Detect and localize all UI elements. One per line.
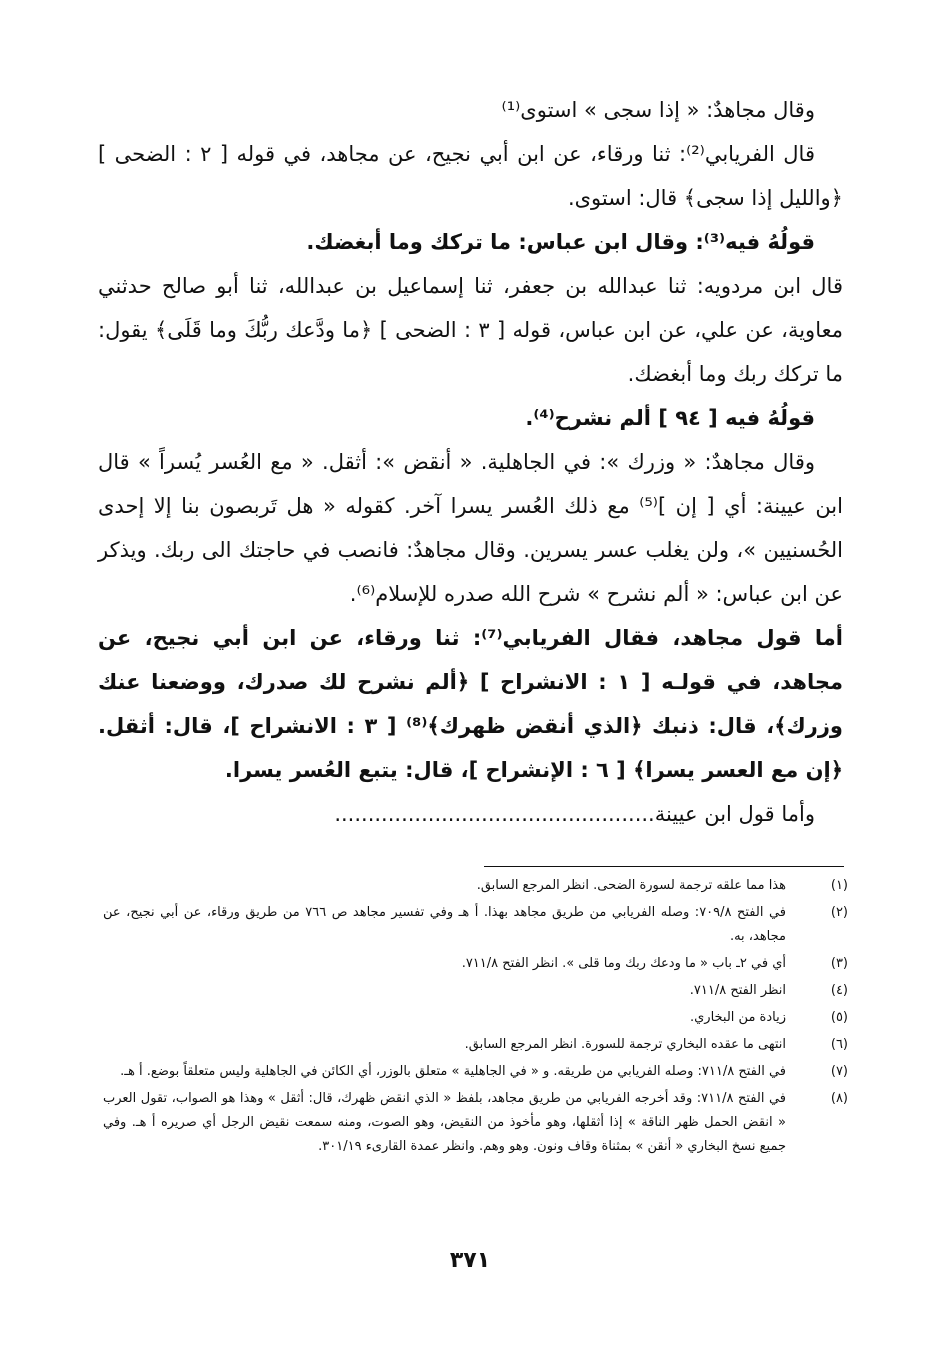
paragraph-firyabi-1: قال الفريابي⁽²⁾: ثنا ورقاء، عن ابن أبي نجيح، عن مجاهد، في قوله [ ٢ : الضحى ] ﴿والليل إذا سجى﴾ قال: استوى. — [98, 142, 843, 210]
paragraph-firyabi-2: أما قول مجاهد، فقال الفريابي⁽⁷⁾: ثنا ورقاء، عن ابن أبي نجيح، عن مجاهد، في قولـه [ ١ : الانشراح ] ﴿ألم نشرح لك صدرك، ووضعنا عنك وزرك﴾، قال: ذنبك ﴿الذي أنقض ظهرك﴾⁽⁸⁾ [ ٣ : الانشراح ]، قال: أثقل. ﴿إن مع العسر يسرا﴾ [ ٦ : الإنشراح ]، قال: يتبع العُسر يسرا. — [98, 626, 844, 782]
main-text — [98, 88, 843, 836]
footnote-text: في الفتح ٧١١/٨: وصله الفريابي من طريقه. و « في الجاهلية » متعلق بالوزر، أي الكائن في الجاهلية وليس متعلقاً بوضع. أ هـ. — [120, 1064, 786, 1079]
paragraph-ibn-uyaynah — [98, 792, 843, 836]
footnote-text: هذا مما علقه ترجمة لسورة الضحى. انظر المرجع السابق. — [476, 878, 786, 893]
footnote-item — [103, 874, 848, 898]
footnotes — [103, 874, 848, 1162]
footnote-number: (٥) — [830, 1010, 848, 1025]
footnote-text: انظر الفتح ٧١١/٨. — [689, 983, 786, 998]
footnote-separator — [484, 866, 844, 867]
footnote-item — [103, 1087, 848, 1159]
footnote-item — [103, 1033, 848, 1057]
paragraph-mujahid-wizr: وقال مجاهدٌ: « وزرك »: في الجاهلية. « أنقض »: أثقل. « مع العُسر يُسراً » قال ابن عيينة: أي [ إن ]⁽⁵⁾ مع ذلك العُسر يسرا آخر. كقوله « هل تَربصون بنا إلا إحدى الحُسنيين »، ولن يغلب عسر يسرين. وقال مجاهدٌ: فانصب في حاجتك الى ربك. ويذكر عن ابن عباس: « ألم نشرح » شرح الله صدره للإسلام⁽⁶⁾. — [98, 450, 843, 606]
footnote-number: (٢) — [830, 905, 848, 920]
continuation-dots: ................................................ — [334, 802, 655, 826]
page-number: ٣٧١ — [449, 1248, 491, 1273]
paragraph-mujahid-saja: وقال مجاهدٌ: « إذا سجى » استوى⁽¹⁾ — [501, 98, 815, 122]
footnote-number: (٨) — [830, 1091, 848, 1106]
paragraph-ibn-mardawayh: قال ابن مردويه: ثنا عبدالله بن جعفر، ثنا إسماعيل بن عبدالله، ثنا أبو صالح حدثني معاوية، عن علي، عن ابن عباس، قوله [ ٣ : الضحى ] ﴿ما ودَّعك ربُّكَ وما قَلَى﴾ يقول: ما تركك ربك وما أبغضك. — [98, 274, 843, 386]
heading-qawluhu-1: قولُهُ فيه⁽³⁾: وقال ابن عباس: ما تركك وما أبغضك. — [306, 230, 815, 254]
footnote-text: انتهى ما عقده البخاري ترجمة للسورة. انظر المرجع السابق. — [464, 1037, 786, 1052]
footnote-text: في الفتح ٧١١/٨: وقد أخرجه الفريابي من طريق مجاهد، بلفظ « الذي انقض ظهرك، قال: أثقل » وهذا هو الصواب، تقول العرب « انقض الحمل ظهر الناقة » إذا أثقلها، وهو مأخوذ من النقيض، وهو الصوت، ومنه سمعت نقيض الرجل أي صريره أ هـ. وفي جميع نسخ البخاري « أنقن » بمثناة وقاف ونون. وهو وهم. وانظر عمدة القارىء ٣٠١/١٩. — [103, 1091, 787, 1154]
footnote-number: (٧) — [830, 1064, 848, 1079]
footnote-number: (١) — [830, 878, 848, 893]
footnote-item — [103, 979, 848, 1003]
footnote-text: أي في ٢ـ باب « ما ودعك ربك وما قلى ». انظر الفتح ٧١١/٨. — [461, 956, 786, 971]
footnote-number: (٦) — [830, 1037, 848, 1052]
footnote-text: زيادة من البخاري. — [689, 1010, 786, 1025]
footnote-item — [103, 1006, 848, 1030]
footnote-item — [103, 1060, 848, 1084]
footnote-item — [103, 901, 848, 949]
ibn-uyaynah-text: وأما قول ابن عيينة — [654, 802, 815, 826]
footnote-text: في الفتح ٧٠٩/٨: وصله الفريابي من طريق مجاهد بهذا. أ هـ وفي تفسير مجاهد ص ٧٦٦ من طريق ورقاء، عن أبي نجيح، عن مجاهد، به. — [103, 905, 787, 944]
heading-alam-nashrah: قولُهُ فيه [ ٩٤ ] ألم نشرح⁽⁴⁾. — [525, 406, 815, 430]
footnote-number: (٣) — [830, 956, 848, 971]
footnote-number: (٤) — [830, 983, 848, 998]
footnote-item — [103, 952, 848, 976]
